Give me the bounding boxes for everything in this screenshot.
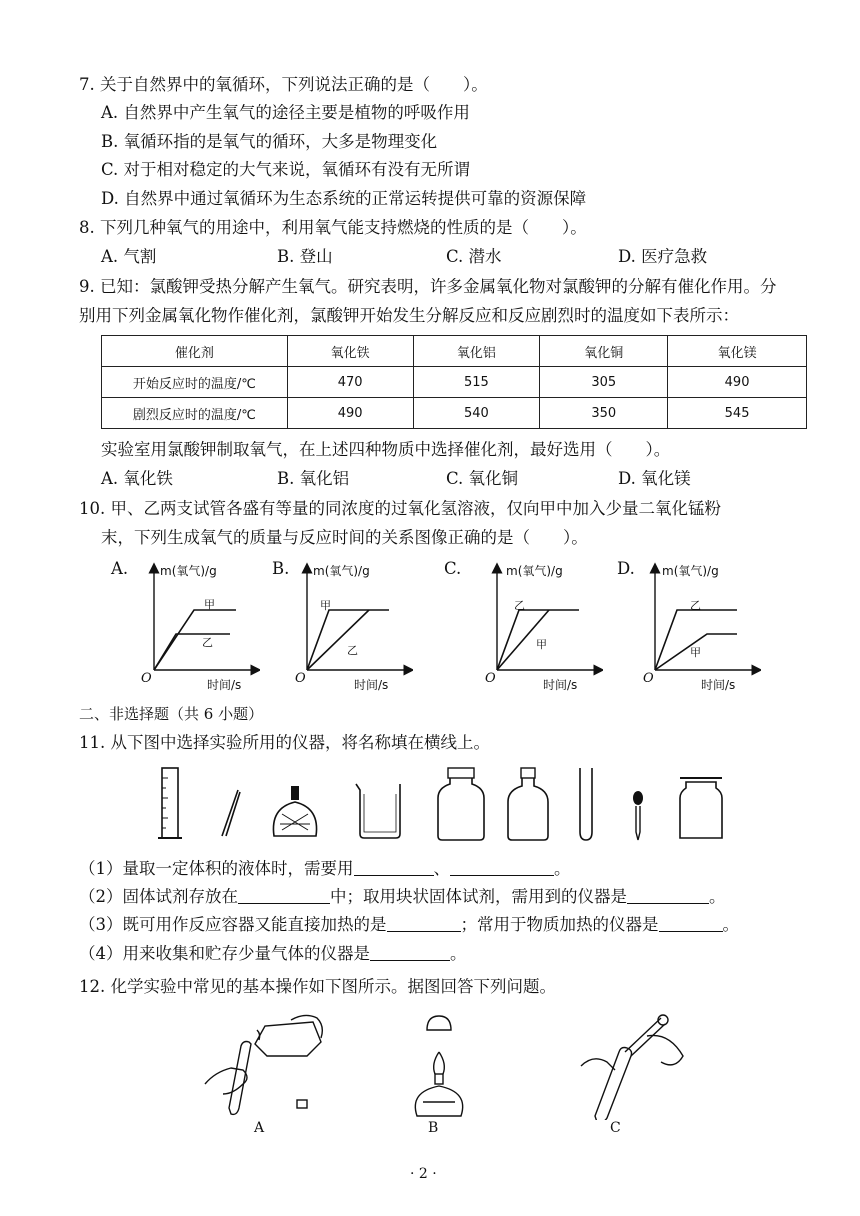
tweezers-icon bbox=[222, 790, 240, 836]
graph-d-upper-label: 乙 bbox=[690, 599, 701, 612]
graph-b-label: B. bbox=[272, 559, 290, 578]
q9-option-d: D. 氧化镁 bbox=[618, 469, 691, 488]
q12-stem: 12. 化学实验中常见的基本操作如下图所示。据图回答下列问题。 bbox=[79, 977, 556, 996]
graph-d-lower-label: 甲 bbox=[690, 646, 701, 659]
graph-c-upper-label: 乙 bbox=[514, 599, 525, 612]
table-cell: 470 bbox=[287, 367, 413, 398]
q8-option-b: B. 登山 bbox=[277, 247, 333, 266]
graph-a-y-axis-title: m(氧气)/g bbox=[160, 564, 217, 578]
graph-c-x-axis-title: 时间/s bbox=[543, 678, 578, 692]
table-cell: 氧化铜 bbox=[540, 336, 668, 367]
q10-stem-line2: 末，下列生成氧气的质量与反应时间的关系图像正确的是（ ）。 bbox=[101, 528, 588, 547]
alcohol-lamp-icon bbox=[273, 786, 316, 836]
q11-sub2 bbox=[79, 886, 726, 908]
answer-blank[interactable] bbox=[659, 915, 723, 932]
graph-c bbox=[483, 562, 603, 680]
beaker-icon bbox=[356, 784, 400, 838]
table-cell: 545 bbox=[668, 398, 807, 429]
q7-stem: 7. 关于自然界中的氧循环，下列说法正确的是（ ）。 bbox=[79, 75, 488, 94]
graph-a-origin: O bbox=[141, 671, 152, 686]
test-tube-icon bbox=[580, 768, 592, 840]
q9-option-b: B. 氧化铝 bbox=[277, 469, 350, 488]
q8-stem: 8. 下列几种氧气的用途中，利用氧气能支持燃烧的性质的是（ ）。 bbox=[79, 218, 587, 237]
alcohol-lamp-icon bbox=[415, 1052, 462, 1116]
q11-instruments-figure bbox=[150, 764, 740, 846]
q9-stem-line1: 9. 已知：氯酸钾受热分解产生氧气。研究表明，许多金属氧化物对氯酸钾的分解有催化作用。分 bbox=[79, 277, 777, 296]
table-row bbox=[102, 367, 807, 398]
q7-option-a: A. 自然界中产生氧气的途径主要是植物的呼吸作用 bbox=[101, 103, 470, 122]
q8-option-a: A. 气割 bbox=[101, 247, 157, 266]
graph-a-upper-label: 甲 bbox=[204, 598, 215, 611]
graph-b-lower-label: 乙 bbox=[347, 644, 358, 657]
graph-d-x-axis-title: 时间/s bbox=[701, 678, 736, 692]
q11-sub2-end: 。 bbox=[709, 887, 726, 906]
catalyst-table bbox=[101, 335, 807, 429]
dropper-icon bbox=[633, 791, 643, 840]
graph-b-x-axis-title: 时间/s bbox=[354, 678, 389, 692]
test-tube-holder-icon bbox=[581, 1015, 683, 1120]
table-cell: 490 bbox=[287, 398, 413, 429]
graph-a-label: A. bbox=[111, 559, 129, 578]
figure-label-a: A bbox=[254, 1120, 265, 1136]
table-row bbox=[102, 398, 807, 429]
graph-a-x-axis-title: 时间/s bbox=[207, 678, 242, 692]
q11-sub1 bbox=[79, 858, 571, 880]
wide-mouth-bottle-icon bbox=[438, 768, 484, 840]
graph-d-origin: O bbox=[643, 671, 654, 686]
q9-stem-line2: 别用下列金属氧化物作催化剂，氯酸钾开始发生分解反应和反应剧烈时的温度如下表所示： bbox=[79, 306, 739, 325]
graph-c-lower-label: 甲 bbox=[536, 638, 547, 651]
q11-sub4 bbox=[79, 943, 467, 965]
q11-sub4-text: （4）用来收集和贮存少量气体的仪器是 bbox=[79, 944, 370, 963]
answer-blank[interactable] bbox=[238, 887, 330, 904]
q9-question: 实验室用氯酸钾制取氧气，在上述四种物质中选择催化剂，最好选用（ ）。 bbox=[101, 440, 671, 459]
table-cell: 515 bbox=[413, 367, 540, 398]
answer-blank[interactable] bbox=[627, 887, 709, 904]
graph-c-origin: O bbox=[485, 671, 496, 686]
lamp-cap-icon bbox=[427, 1016, 451, 1030]
graduated-cylinder-icon bbox=[158, 768, 182, 838]
q11-sub1-sep: 、 bbox=[433, 859, 450, 878]
q10-stem-line1: 10. 甲、乙两支试管各盛有等量的同浓度的过氧化氢溶液，仅向甲中加入少量二氧化锰粉 bbox=[79, 499, 721, 518]
q11-stem: 11. 从下图中选择实验所用的仪器，将名称填在横线上。 bbox=[79, 733, 490, 752]
q11-sub3-text: （3）既可用作反应容器又能直接加热的是 bbox=[79, 915, 387, 934]
graph-b-upper-label: 甲 bbox=[320, 599, 331, 612]
section-heading: 二、非选择题（共 6 小题） bbox=[79, 705, 264, 723]
answer-blank[interactable] bbox=[387, 915, 461, 932]
graph-c-label: C. bbox=[444, 559, 462, 578]
table-cell: 540 bbox=[413, 398, 540, 429]
answer-blank[interactable] bbox=[370, 944, 450, 961]
q11-sub3-mid: ；常用于物质加热的仪器是 bbox=[460, 915, 659, 934]
q8-option-c: C. 潜水 bbox=[446, 247, 502, 266]
answer-blank[interactable] bbox=[354, 859, 434, 876]
table-cell: 305 bbox=[540, 367, 668, 398]
table-cell: 490 bbox=[668, 367, 807, 398]
table-header-row bbox=[102, 336, 807, 367]
pouring-liquid-icon bbox=[205, 1015, 322, 1114]
narrow-mouth-bottle-icon bbox=[508, 768, 548, 840]
table-cell: 氧化铁 bbox=[287, 336, 413, 367]
q7-option-c: C. 对于相对稳定的大气来说，氧循环有没有无所谓 bbox=[101, 160, 471, 179]
figure-label-b: B bbox=[428, 1120, 439, 1136]
table-cell: 开始反应时的温度/℃ bbox=[102, 367, 288, 398]
q11-sub1-end: 。 bbox=[554, 859, 571, 878]
gas-jar-icon bbox=[680, 778, 722, 838]
table-cell: 催化剂 bbox=[102, 336, 288, 367]
table-cell: 氧化镁 bbox=[668, 336, 807, 367]
q12-operations-figure bbox=[195, 1012, 695, 1120]
q11-sub2-text: （2）固体试剂存放在 bbox=[79, 887, 238, 906]
q11-sub2-mid: 中；取用块状固体试剂，需用到的仪器是 bbox=[330, 887, 627, 906]
graph-c-y-axis-title: m(氧气)/g bbox=[506, 564, 563, 578]
graph-b bbox=[293, 562, 413, 680]
q9-option-a: A. 氧化铁 bbox=[101, 469, 173, 488]
graph-d-label: D. bbox=[617, 559, 635, 578]
page-number: · 2 · bbox=[410, 1166, 437, 1182]
q11-sub1-text: （1）量取一定体积的液体时，需要用 bbox=[79, 859, 354, 878]
graph-a bbox=[140, 562, 260, 680]
q11-sub3-end: 。 bbox=[722, 915, 739, 934]
graph-b-origin: O bbox=[295, 671, 306, 686]
q8-option-d: D. 医疗急救 bbox=[618, 247, 708, 266]
table-cell: 350 bbox=[540, 398, 668, 429]
table-cell: 剧烈反应时的温度/℃ bbox=[102, 398, 288, 429]
q7-option-d: D. 自然界中通过氧循环为生态系统的正常运转提供可靠的资源保障 bbox=[101, 189, 587, 208]
graph-d bbox=[641, 562, 761, 680]
q11-sub3 bbox=[79, 914, 739, 936]
figure-label-c: C bbox=[610, 1120, 621, 1136]
graph-d-y-axis-title: m(氧气)/g bbox=[662, 564, 719, 578]
q11-sub4-end: 。 bbox=[450, 944, 467, 963]
answer-blank[interactable] bbox=[450, 859, 554, 876]
q9-option-c: C. 氧化铜 bbox=[446, 469, 519, 488]
q7-option-b: B. 氧循环指的是氧气的循环，大多是物理变化 bbox=[101, 132, 438, 151]
graph-a-lower-label: 乙 bbox=[202, 636, 213, 649]
table-cell: 氧化铝 bbox=[413, 336, 540, 367]
graph-b-y-axis-title: m(氧气)/g bbox=[313, 564, 370, 578]
